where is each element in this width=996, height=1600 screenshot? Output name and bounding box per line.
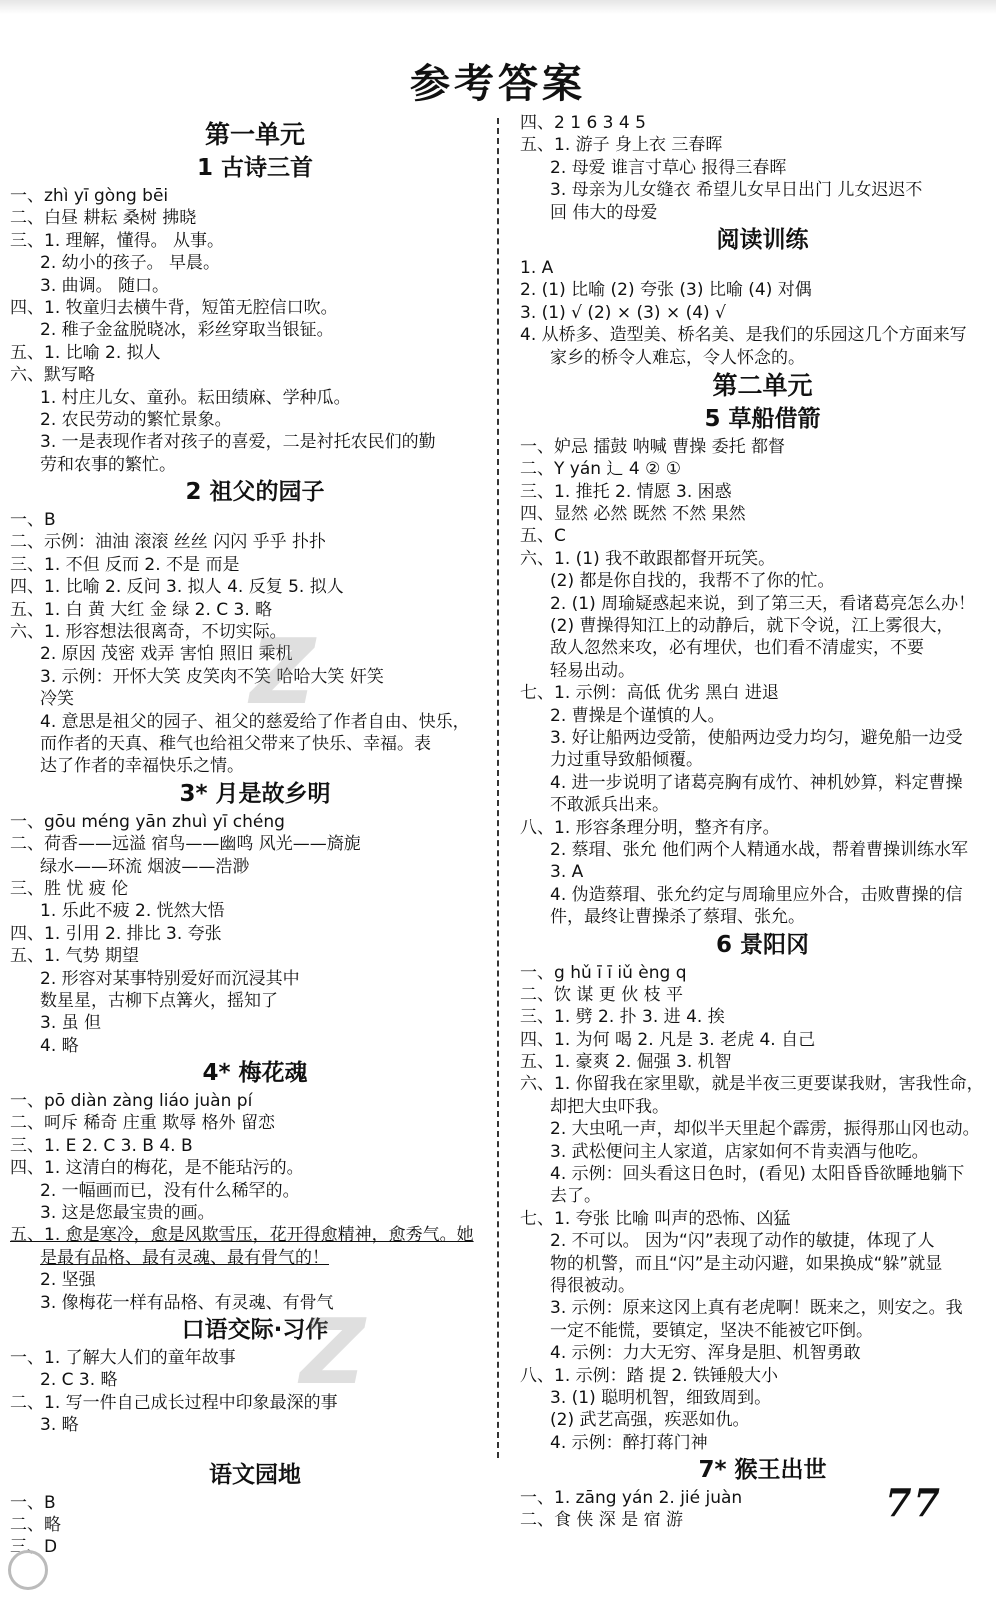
answer-line: 3. (1) √ (2) × (3) × (4) √ — [520, 302, 726, 323]
answer-line: 3. 曲调。 随口。 — [40, 275, 170, 296]
answer-line: 力过重导致船倾覆。 — [550, 750, 703, 771]
answer-line: 七、1. 夸张 比喻 叫声的恐怖、凶猛 — [520, 1208, 791, 1229]
answer-line: 六、默写略 — [10, 365, 95, 386]
answer-line: 七、1. 示例：高低 优劣 黑白 进退 — [520, 683, 779, 704]
answer-line: 一定不能慌，要镇定，坚决不能被它吓倒。 — [550, 1320, 873, 1341]
page-title: 参考答案 — [410, 60, 586, 107]
lesson-heading: 7* 猴王出世 — [698, 1457, 827, 1484]
answer-line: 而作者的天真、稚气也给祖父带来了快乐、幸福。表 — [40, 733, 431, 754]
answer-line: 达了作者的幸福快乐之情。 — [40, 756, 244, 777]
answer-line: 2. 大虫吼一声，却似半天里起个霹雳，振得那山冈也动。 — [550, 1119, 980, 1140]
answer-line: (2) 武艺高强，疾恶如仇。 — [550, 1410, 750, 1431]
answer-line: 数星星，古柳下点篝火，摇知了 — [40, 990, 278, 1011]
answer-line: 3. 像梅花一样有品格、有灵魂、有骨气 — [40, 1292, 334, 1313]
answer-line: 六、1. 你留我在家里歇，就是半夜三更要谋我财，害我性命， — [520, 1074, 984, 1095]
answer-line: 2. 不可以。 因为“闪”表现了动作的敏捷，体现了人 — [550, 1231, 935, 1252]
lesson-heading: 口语交际·习作 — [181, 1316, 329, 1343]
answer-line: 二、饮 谋 更 伙 枝 平 — [520, 984, 684, 1005]
answer-line: 2. 形容对某事特别爱好而沉浸其中 — [40, 968, 300, 989]
left-column — [10, 118, 480, 1559]
answer-line: 3. 虽 但 — [40, 1013, 102, 1034]
answer-line: 三、1. 不但 反而 2. 不是 而是 — [10, 554, 240, 575]
lesson-heading: 4* 梅花魂 — [202, 1060, 308, 1087]
answer-line: 二、1. 写一件自己成长过程中印象最深的事 — [10, 1392, 338, 1413]
right-column — [520, 112, 985, 1532]
answer-line: 件，最终让曹操杀了蔡瑁、张允。 — [550, 907, 805, 928]
answer-line: 五、1. 气势 期望 — [10, 946, 140, 967]
answer-line: 三、1. 劈 2. 扑 3. 进 4. 挨 — [520, 1007, 725, 1028]
page-number: 77 — [885, 1480, 942, 1525]
answer-line: 二、白昼 耕耘 桑树 拂晓 — [10, 208, 197, 229]
answer-line: 二、示例：油油 滚滚 丝丝 闪闪 乎乎 扑扑 — [10, 532, 327, 553]
answer-line: 回 伟大的母爱 — [550, 202, 658, 223]
answer-line: 轻易出动。 — [550, 660, 635, 681]
answer-line: 一、gōu méng yān zhuì yī chéng — [10, 811, 285, 832]
answer-line: 四、1. 引用 2. 排比 3. 夸张 — [10, 923, 222, 944]
answer-line: 4. 进一步说明了诸葛亮胸有成竹、神机妙算，料定曹操 — [550, 772, 963, 793]
answer-line: 4. 示例：力大无穷、浑身是胆、机智勇敢 — [550, 1343, 861, 1364]
answer-line: 2. 母爱 谁言寸草心 报得三春晖 — [550, 157, 787, 178]
answer-line: 六、1. 形容想法很离奇，不切实际。 — [10, 622, 287, 643]
answer-line: 一、g hǔ ī ī iǔ èng q — [520, 962, 687, 983]
answer-line: 四、1. 牧童归去横牛背，短笛无腔信口吹。 — [10, 297, 338, 318]
lesson-heading: 3* 月是故乡明 — [179, 780, 331, 807]
answer-line: 2. 农民劳动的繁忙景象。 — [40, 409, 232, 430]
answer-line: 2. C 3. 略 — [40, 1370, 118, 1391]
answer-line: 1. 村庄儿女、童孙。耘田绩麻、学种瓜。 — [40, 387, 351, 408]
answer-line: 三、D — [10, 1537, 58, 1558]
answer-line: 二、食 侠 深 是 宿 游 — [520, 1510, 684, 1531]
column-divider — [497, 118, 499, 1458]
lesson-heading: 6 景阳冈 — [715, 931, 809, 958]
answer-line: 3. 示例：原来这冈上真有老虎啊！既来之，则安之。我 — [550, 1298, 963, 1319]
answer-line: 二、Y yán 辶 4 ② ① — [520, 459, 681, 480]
answer-line: 2. 幼小的孩子。 早晨。 — [40, 253, 221, 274]
answer-line: (2) 都是你自找的，我帮不了你的忙。 — [550, 571, 835, 592]
answer-line: 却把大虫吓我。 — [550, 1096, 669, 1117]
lesson-heading: 5 草船借箭 — [704, 405, 821, 432]
unit-heading: 第二单元 — [712, 370, 813, 400]
answer-line: 3. (1) 聪明机智，细致周到。 — [550, 1387, 772, 1408]
answer-line: 五、1. 游子 身上衣 三春晖 — [520, 135, 723, 156]
answer-line: 2. 稚子金盆脱晓冰，彩丝穿取当银钲。 — [40, 320, 334, 341]
answer-line: 绿水——环流 烟波——浩渺 — [40, 856, 250, 877]
answer-line: 二、略 — [10, 1514, 61, 1535]
answer-line: 家乡的桥令人难忘，令人怀念的。 — [550, 347, 805, 368]
answer-line: 一、zhì yī gòng bēi — [10, 186, 169, 206]
answer-line: 六、1. (1) 我不敢跟都督开玩笑。 — [520, 548, 776, 569]
answer-line: 二、呵斥 稀奇 庄重 欺辱 格外 留恋 — [10, 1113, 276, 1134]
answer-line: 四、1. 这清白的梅花，是不能玷污的。 — [10, 1158, 304, 1179]
answer-line: 敌人忽然来攻，必有埋伏，也们看不清虚实，不要 — [550, 638, 924, 659]
answer-line: 一、pō diàn zàng liáo juàn pí — [10, 1091, 253, 1112]
unit-heading: 第一单元 — [204, 120, 305, 149]
answer-line: 2. 原因 茂密 戏弄 害怕 照旧 乘机 — [40, 644, 293, 665]
answer-line: 劳和农事的繁忙。 — [40, 454, 176, 475]
answer-line: 五、1. 豪爽 2. 倔强 3. 机智 — [520, 1052, 732, 1073]
answer-line: 2. 曹操是个谨慎的人。 — [550, 705, 725, 726]
answer-line: 三、胜 忧 疲 伦 — [10, 878, 129, 899]
answer-line: 3. 示例：开怀大笑 皮笑肉不笑 哈哈大笑 奸笑 — [40, 666, 384, 687]
answer-line: 三、1. 理解，懂得。 从事。 — [10, 230, 225, 251]
answer-line: 4. 示例：回头看这日色时，(看见) 太阳昏昏欲睡地躺下 — [550, 1164, 965, 1185]
answer-line: 四、显然 必然 既然 不然 果然 — [520, 504, 746, 525]
watermark-mark: Z — [250, 620, 316, 725]
answer-line: 三、1. 推托 2. 情愿 3. 困惑 — [520, 481, 732, 502]
watermark-mark: Z — [300, 1300, 366, 1405]
answer-line: 2. 蔡瑁、张允 他们两个人精通水战，帮着曹操训练水军 — [550, 839, 969, 860]
answer-line: 一、1. zāng yán 2. jié juàn — [520, 1488, 743, 1509]
answer-line: 3. A — [550, 862, 584, 883]
answer-line: 2. (1) 周瑜疑惑起来说，到了第三天，看诸葛亮怎么办！ — [550, 593, 976, 614]
lesson-heading: 1 古诗三首 — [196, 155, 313, 181]
answer-line: (2) 曹操得知江上的动静后，就下令说，江上雾很大， — [550, 616, 954, 637]
answer-line: 五、1. 愈是寒冷，愈是风欺雪压，花开得愈精神，愈秀气。她 — [10, 1225, 474, 1246]
answer-line: 3. 武松便问主人家道，店家如何不肯卖酒与他吃。 — [550, 1141, 929, 1162]
answer-line: 4. 从桥多、造型美、桥名美、是我们的乐园这几个方面来写 — [520, 325, 967, 346]
answer-line: 4. 示例：醉打蒋门神 — [550, 1432, 708, 1453]
spacer — [10, 1437, 480, 1459]
answer-line: 不敢派兵出来。 — [550, 795, 669, 816]
answer-line: 3. 略 — [40, 1415, 79, 1436]
answer-line: 3. 母亲为儿女缝衣 希望儿女早日出门 儿女迟迟不 — [550, 180, 923, 201]
answer-line: 一、1. 了解大人们的童年故事 — [10, 1347, 236, 1368]
answer-line: 4. 伪造蔡瑁、张允约定与周瑜里应外合，击败曹操的信 — [550, 884, 963, 905]
answer-line: 得很被动。 — [550, 1275, 635, 1296]
answer-line: 一、B — [10, 1492, 56, 1513]
answer-line: 去了。 — [550, 1186, 601, 1207]
answer-line: 八、1. 形容条理分明，整齐有序。 — [520, 817, 780, 838]
answer-line: 4. 意思是祖父的园子、祖父的慈爱给了作者自由、快乐， — [40, 711, 470, 732]
answer-line: 3. 一是表现作者对孩子的喜爱，二是衬托农民们的勤 — [40, 432, 436, 453]
lesson-heading: 阅读训练 — [716, 226, 809, 253]
answer-line: 八、1. 示例：踏 提 2. 铁锤般大小 — [520, 1365, 779, 1386]
answer-line: 4. 略 — [40, 1035, 79, 1056]
answer-line: 是最有品格、最有灵魂、最有骨气的！ — [40, 1247, 329, 1268]
answer-line: 1. 乐此不疲 2. 恍然大悟 — [40, 901, 225, 922]
answer-line: 3. 好让船两边受箭，使船两边受力均匀，避免船一边受 — [550, 727, 963, 748]
answer-line: 四、1. 为何 喝 2. 凡是 3. 老虎 4. 自己 — [520, 1029, 816, 1050]
top-decorative-band — [0, 0, 996, 14]
corner-decoration — [8, 1550, 48, 1590]
answer-line: 四、2 1 6 3 4 5 — [520, 113, 646, 133]
answer-line: 物的机警，而且“闪”是主动闪避，如果换成“躲”就显 — [550, 1253, 943, 1274]
answer-line: 二、荷香——远溢 宿鸟——幽鸣 风光——旖旎 — [10, 834, 361, 855]
answer-line: 冷笑 — [40, 689, 74, 710]
lesson-heading: 语文园地 — [209, 1461, 301, 1488]
answer-line: 四、1. 比喻 2. 反问 3. 拟人 4. 反复 5. 拟人 — [10, 577, 344, 598]
answer-line: 2. 一幅画而已，没有什么稀罕的。 — [40, 1180, 300, 1201]
answer-line: 2. (1) 比喻 (2) 夸张 (3) 比喻 (4) 对偶 — [520, 280, 812, 301]
answer-line: 五、C — [520, 526, 566, 547]
answer-line: 一、B — [10, 510, 56, 531]
answer-line: 3. 这是您最宝贵的画。 — [40, 1203, 215, 1224]
answer-line: 五、1. 白 黄 大红 金 绿 2. C 3. 略 — [10, 599, 273, 620]
answer-line: 三、1. E 2. C 3. B 4. B — [10, 1135, 193, 1156]
answer-line: 1. A — [520, 257, 554, 278]
lesson-heading: 2 祖父的园子 — [185, 479, 325, 506]
answer-line: 五、1. 比喻 2. 拟人 — [10, 342, 161, 363]
answer-line: 2. 坚强 — [40, 1270, 96, 1291]
answer-line: 一、妒忌 擂鼓 呐喊 曹操 委托 都督 — [520, 436, 786, 457]
